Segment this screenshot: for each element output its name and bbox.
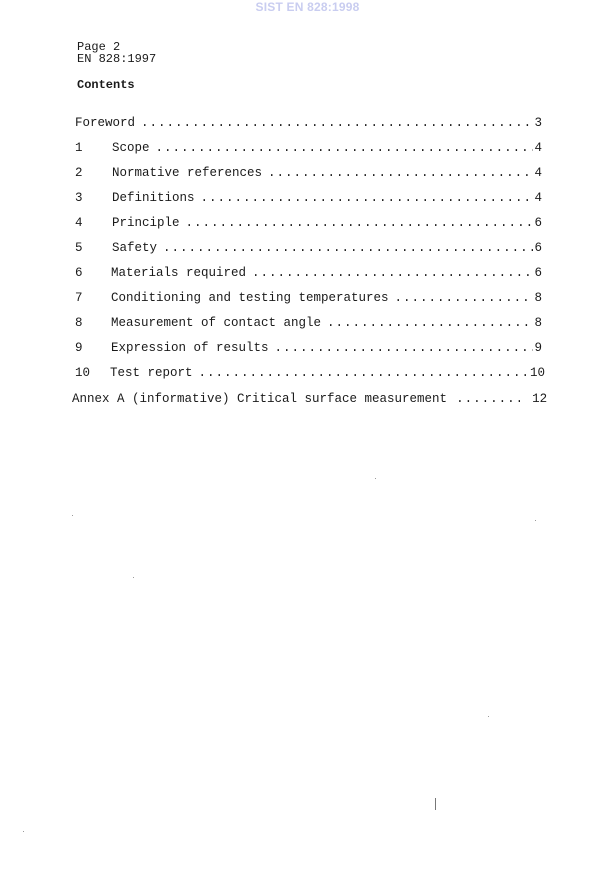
toc-leader xyxy=(327,315,533,331)
toc-number: 3 xyxy=(75,191,83,205)
toc-number: 6 xyxy=(75,266,83,280)
toc-entry xyxy=(75,240,542,256)
toc-entry xyxy=(75,140,542,156)
toc-page: 12 xyxy=(532,392,548,406)
toc-entry xyxy=(75,165,542,181)
toc-number: 10 xyxy=(75,366,91,380)
toc-entry xyxy=(75,290,542,306)
toc-leader xyxy=(163,240,533,256)
toc-entry xyxy=(75,315,542,331)
toc-title: Normative references xyxy=(112,166,263,180)
toc-title: Annex A (informative) Critical surface measurement xyxy=(72,392,448,406)
toc-entry xyxy=(75,365,545,381)
toc-page: 8 xyxy=(534,291,542,305)
toc-page: 3 xyxy=(534,116,542,130)
toc-leader xyxy=(395,290,534,306)
toc-leader xyxy=(141,115,533,131)
toc-leader xyxy=(201,190,534,206)
toc-entry xyxy=(75,340,542,356)
scan-speck xyxy=(23,831,24,832)
standard-number: EN 828:1997 xyxy=(77,52,157,66)
toc-leader xyxy=(156,140,534,156)
toc-title: Safety xyxy=(112,241,158,255)
toc-page: 6 xyxy=(534,216,542,230)
scan-speck xyxy=(133,577,134,578)
toc-entry-foreword xyxy=(75,115,542,131)
toc-number: 4 xyxy=(75,216,83,230)
toc-page: 9 xyxy=(534,341,542,355)
toc-number: 8 xyxy=(75,316,83,330)
toc-title: Principle xyxy=(112,216,180,230)
toc-title: Scope xyxy=(112,141,150,155)
toc-leader xyxy=(186,215,534,231)
toc-page: 10 xyxy=(529,366,545,380)
toc-title: Conditioning and testing temperatures xyxy=(111,291,389,305)
toc-entry xyxy=(75,190,542,206)
toc-number: 9 xyxy=(75,341,83,355)
toc-page: 6 xyxy=(534,266,542,280)
contents-heading: Contents xyxy=(77,78,135,92)
toc-number: 2 xyxy=(75,166,83,180)
toc-number: 1 xyxy=(75,141,83,155)
scan-speck xyxy=(488,716,489,717)
page-label: Page 2 xyxy=(77,40,121,54)
toc-entry-annex xyxy=(72,391,548,407)
toc-entry xyxy=(75,215,542,231)
scan-speck xyxy=(72,515,73,516)
toc-page: 4 xyxy=(534,166,542,180)
toc-leader xyxy=(199,365,529,381)
toc-title: Materials required xyxy=(111,266,247,280)
toc-title: Definitions xyxy=(112,191,195,205)
toc-leader xyxy=(275,340,534,356)
scan-speck xyxy=(375,478,376,479)
toc-number: 5 xyxy=(75,241,83,255)
toc-page: 4 xyxy=(534,141,542,155)
toc-title: Measurement of contact angle xyxy=(111,316,322,330)
toc-title: Expression of results xyxy=(111,341,269,355)
watermark: SIST EN 828:1998 xyxy=(255,0,360,14)
toc-leader xyxy=(268,165,533,181)
toc-page: 8 xyxy=(534,316,542,330)
toc-page: 4 xyxy=(534,191,542,205)
scan-speck xyxy=(535,520,536,521)
toc-title: Foreword xyxy=(75,116,136,130)
toc-number: 7 xyxy=(75,291,83,305)
scan-mark xyxy=(435,798,436,810)
toc-leader xyxy=(456,391,520,407)
toc-title: Test report xyxy=(110,366,193,380)
toc-entry xyxy=(75,265,542,281)
toc-leader xyxy=(252,265,533,281)
toc-page: 6 xyxy=(534,241,542,255)
